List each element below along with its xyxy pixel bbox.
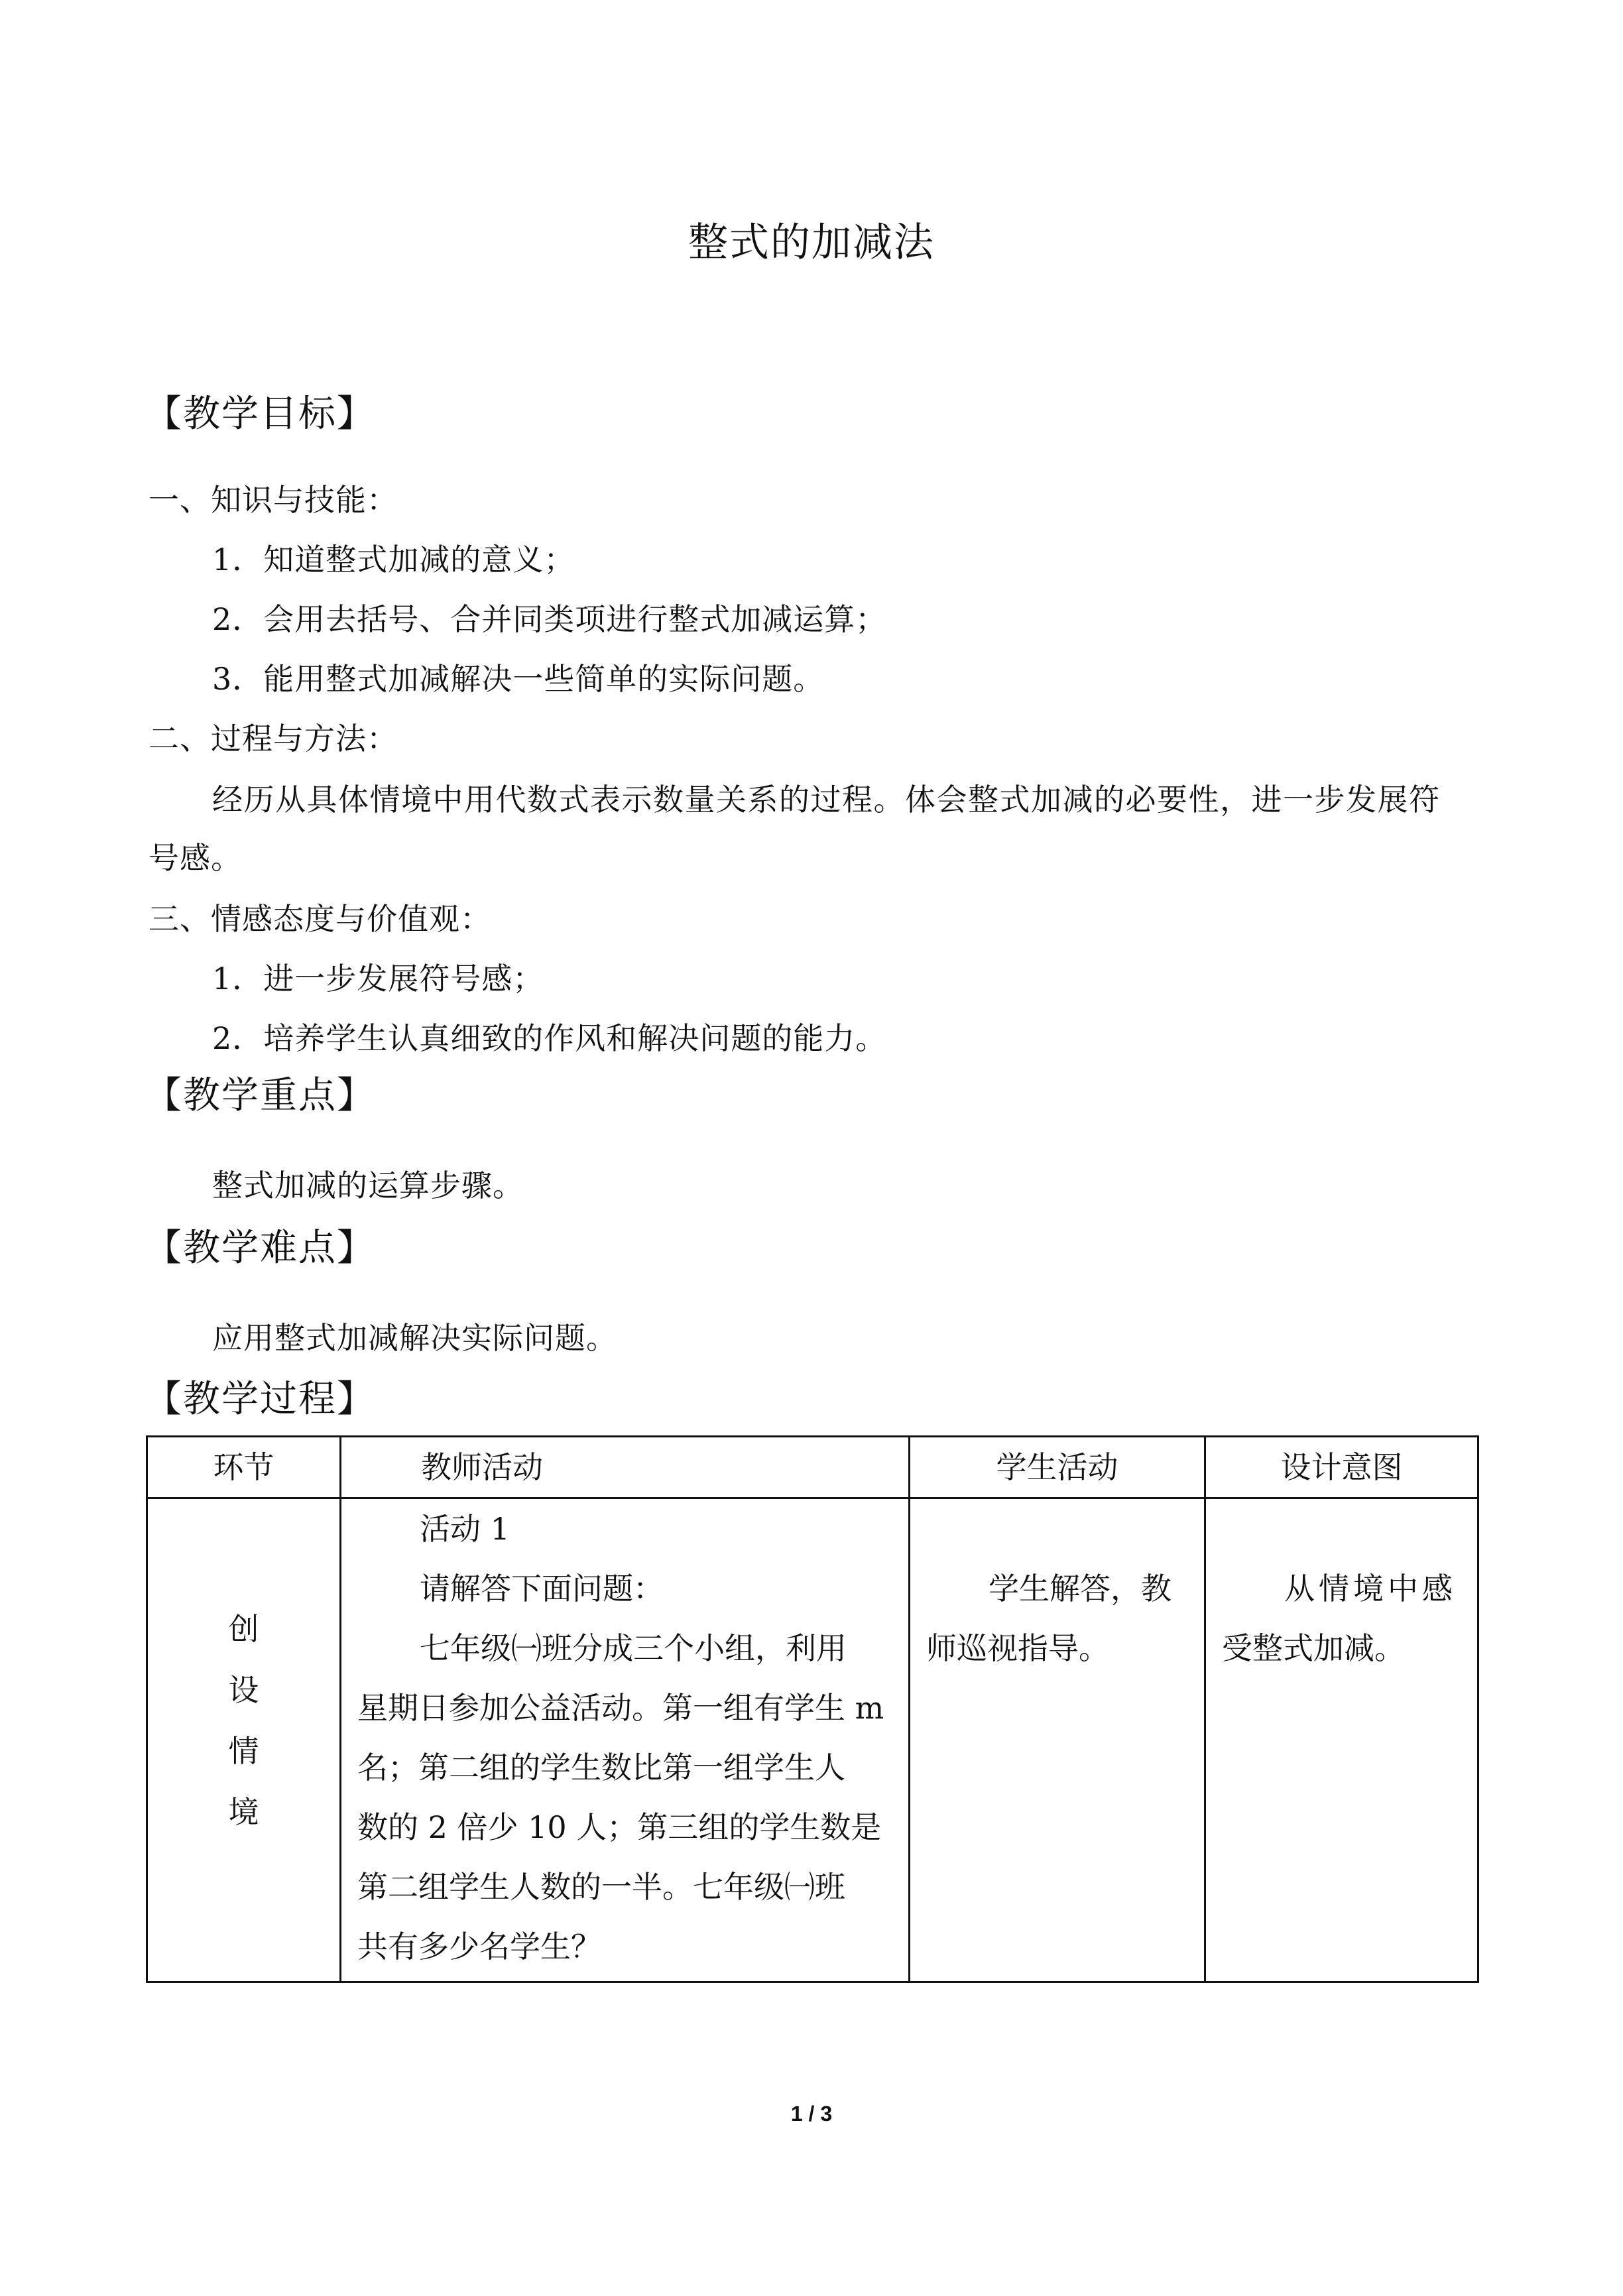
segment-char: 创 <box>228 1611 259 1647</box>
knowledge-heading: 一、知识与技能： <box>149 482 398 518</box>
knowledge-item: 2．会用去括号、合并同类项进行整式加减运算； <box>212 601 887 637</box>
knowledge-item: 3．能用整式加减解决一些简单的实际问题。 <box>212 661 825 697</box>
teacher-line: 请解答下面问题： <box>420 1571 664 1606</box>
student-line: 师巡视指导。 <box>926 1630 1109 1666</box>
section-heading-process: 【教学过程】 <box>145 1378 375 1421</box>
teaching-process-table <box>146 1435 1479 1983</box>
difficulties-text: 应用整式加减解决实际问题。 <box>212 1320 617 1356</box>
teacher-line: 第二组学生人数的一半。七年级㈠班 <box>357 1869 845 1905</box>
header-segment: 环节 <box>147 1437 341 1498</box>
section-heading-objectives: 【教学目标】 <box>145 393 375 436</box>
process-method-text-cont: 号感。 <box>149 840 242 876</box>
page-number: 1 / 3 <box>790 2102 833 2126</box>
student-line: 学生解答，教 <box>989 1571 1172 1606</box>
teacher-line: 名；第二组的学生数比第一组学生人 <box>357 1750 845 1785</box>
header-teacher-activity: 教师活动 <box>341 1437 910 1498</box>
knowledge-item: 1．知道整式加减的意义； <box>212 542 575 577</box>
emotion-heading: 三、情感态度与价值观： <box>149 901 491 937</box>
teacher-line: 星期日参加公益活动。第一组有学生 m <box>357 1690 884 1726</box>
segment-char: 境 <box>228 1794 259 1830</box>
table-row <box>147 1498 1478 1982</box>
teacher-line: 七年级㈠班分成三个小组，利用 <box>420 1630 847 1666</box>
design-line: 受整式加减。 <box>1222 1630 1405 1666</box>
teacher-line: 活动 1 <box>420 1511 510 1547</box>
emotion-item: 1．进一步发展符号感； <box>212 961 544 997</box>
student-activity-cell <box>910 1498 1205 1982</box>
design-intent-cell <box>1205 1498 1478 1982</box>
segment-cell <box>147 1498 341 1982</box>
header-student-activity: 学生活动 <box>910 1437 1205 1498</box>
emotion-item: 2．培养学生认真细致的作风和解决问题的能力。 <box>212 1020 887 1056</box>
process-method-heading: 二、过程与方法： <box>149 721 398 756</box>
section-heading-key-points: 【教学重点】 <box>145 1074 375 1117</box>
table-header-row <box>147 1437 1478 1498</box>
design-line: 从情境中感 <box>1284 1571 1457 1606</box>
page-title: 整式的加减法 <box>688 219 935 266</box>
teacher-activity-cell <box>341 1498 910 1982</box>
segment-char: 设 <box>228 1672 259 1708</box>
key-points-text: 整式加减的运算步骤。 <box>212 1168 524 1203</box>
header-design-intent: 设计意图 <box>1205 1437 1478 1498</box>
segment-char: 情 <box>228 1733 259 1769</box>
process-method-text: 经历从具体情境中用代数式表示数量关系的过程。体会整式加减的必要性，进一步发展符 <box>212 782 1441 817</box>
teacher-line: 共有多少名学生？ <box>357 1929 601 1964</box>
section-heading-difficulties: 【教学难点】 <box>145 1227 375 1270</box>
teacher-line: 数的 2 倍少 10 人；第三组的学生数是 <box>357 1809 882 1845</box>
